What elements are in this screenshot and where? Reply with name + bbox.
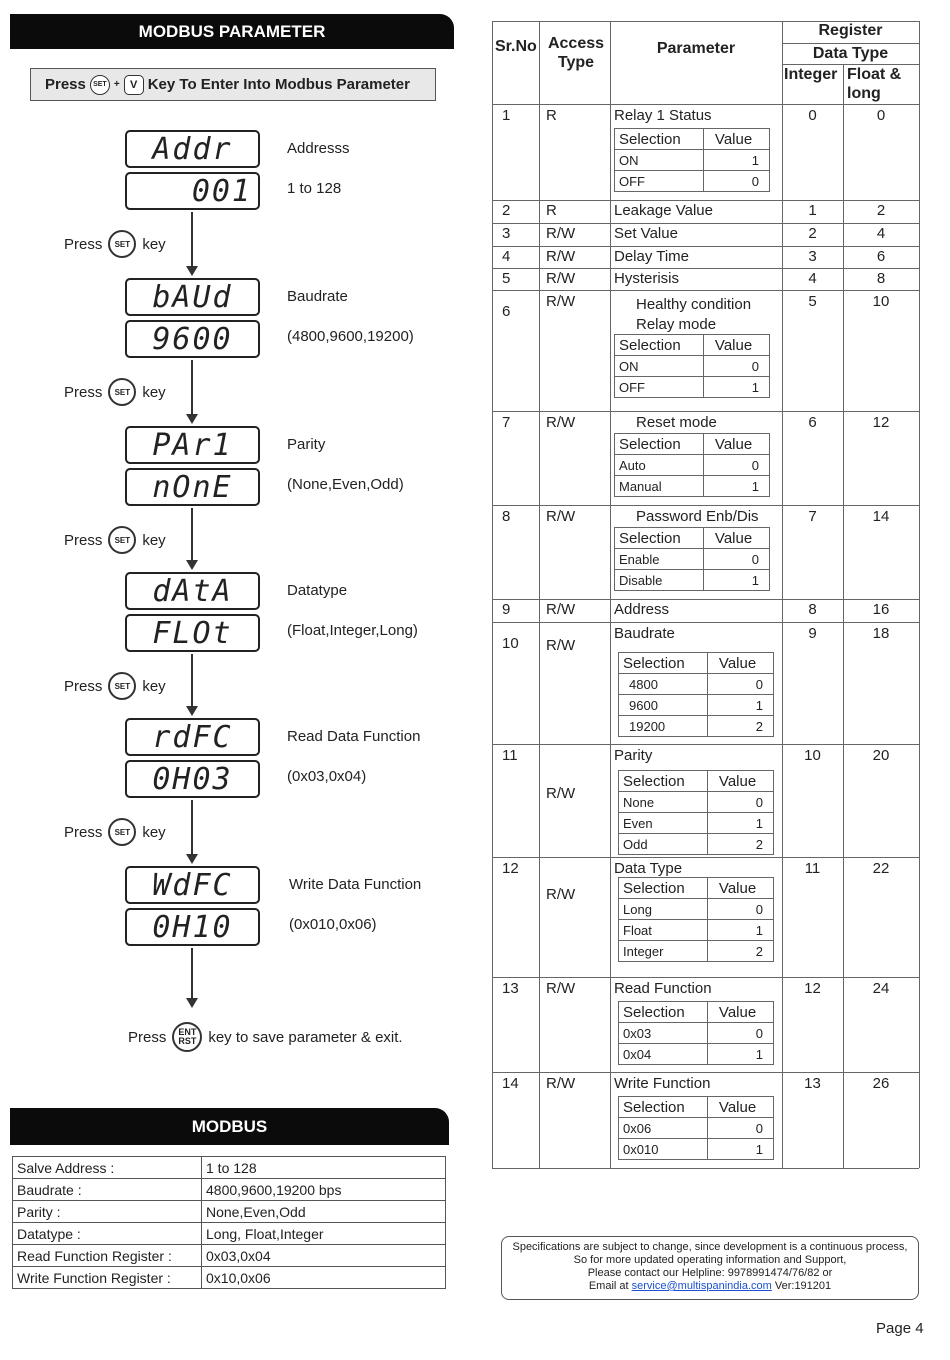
selection-option: Auto <box>615 455 704 476</box>
set-key-icon: SET <box>90 75 110 95</box>
row-srno: 5 <box>502 270 511 287</box>
row-parameter: Parity <box>614 747 653 764</box>
row-parameter: Hysterisis <box>614 270 680 287</box>
ent-rst-key-icon <box>172 1022 202 1052</box>
row-srno: 2 <box>502 202 511 219</box>
selection-row <box>619 695 774 716</box>
value-header: Value <box>704 528 770 549</box>
row-float: 22 <box>872 860 890 877</box>
table-row <box>13 1157 446 1179</box>
notice-email-line <box>502 1280 918 1293</box>
flow-line <box>191 360 193 416</box>
arrow-icon <box>186 560 198 570</box>
selection-option: 0x06 <box>619 1118 708 1139</box>
selection-row <box>619 1139 774 1160</box>
flow-line <box>191 508 193 562</box>
selection-table <box>614 128 770 192</box>
selection-header-row <box>615 434 770 455</box>
selection-row <box>615 455 770 476</box>
header-float-long: Float & long <box>847 66 902 102</box>
grid-line <box>492 599 919 600</box>
set-button-icon: SET <box>108 230 136 258</box>
step-label: Parity <box>287 436 326 453</box>
arrow-icon <box>186 266 198 276</box>
header-datatype: Data Type <box>812 45 889 62</box>
selection-header-row <box>619 771 774 792</box>
plus-sign: + <box>113 79 120 90</box>
selection-value: 2 <box>708 716 774 737</box>
modbus-key: Write Function Register : <box>13 1267 202 1289</box>
arrow-icon <box>186 854 198 864</box>
selection-value: 1 <box>704 377 770 398</box>
selection-option: Manual <box>615 476 704 497</box>
selection-header: Selection <box>619 771 708 792</box>
selection-row <box>615 476 770 497</box>
selection-table <box>614 433 770 497</box>
selection-option: 0x04 <box>619 1044 708 1065</box>
selection-value: 1 <box>708 695 774 716</box>
press-set-row <box>64 818 166 846</box>
display-bottom: 0H10 <box>125 908 260 946</box>
row-srno: 4 <box>502 248 511 265</box>
row-access: R/W <box>546 886 576 903</box>
selection-option: Integer <box>619 941 708 962</box>
selection-value: 2 <box>708 834 774 855</box>
row-parameter: Leakage Value <box>614 202 713 219</box>
selection-row <box>615 377 770 398</box>
step-range: (None,Even,Odd) <box>287 476 404 493</box>
grid-line <box>492 246 919 247</box>
press-set-row <box>64 230 166 258</box>
row-float: 20 <box>872 747 890 764</box>
press-set-row <box>64 672 166 700</box>
version: Ver:191201 <box>774 1280 832 1292</box>
selection-header-row <box>615 335 770 356</box>
selection-header-row <box>615 528 770 549</box>
row-access: R/W <box>546 225 576 242</box>
row-access: R/W <box>546 414 576 431</box>
grid-line <box>492 223 919 224</box>
selection-row <box>619 920 774 941</box>
table-row <box>13 1201 446 1223</box>
notice-line: Please contact our Helpline: 9978991474/76/82 or <box>587 1267 833 1279</box>
selection-table <box>618 770 774 855</box>
grid-line <box>492 104 919 105</box>
arrow-icon <box>186 998 198 1008</box>
selection-value: 1 <box>708 813 774 834</box>
instruction-text: Key To Enter Into Modbus Parameter <box>147 76 410 93</box>
display-top: WdFC <box>125 866 260 904</box>
selection-value: 0 <box>704 171 770 192</box>
row-srno: 7 <box>502 414 511 431</box>
selection-option: None <box>619 792 708 813</box>
email-link[interactable]: service@multispanindia.com <box>631 1280 772 1292</box>
selection-option: OFF <box>615 377 704 398</box>
step-range: (0x010,0x06) <box>289 916 377 933</box>
display-top: rdFC <box>125 718 260 756</box>
selection-option: 19200 <box>619 716 708 737</box>
modbus-value: 0x10,0x06 <box>202 1267 446 1289</box>
selection-row <box>619 674 774 695</box>
set-button-icon: SET <box>108 378 136 406</box>
selection-value: 1 <box>704 570 770 591</box>
row-access: R/W <box>546 293 576 310</box>
selection-value: 0 <box>704 356 770 377</box>
row-integer: 11 <box>804 860 821 877</box>
selection-option: 9600 <box>619 695 708 716</box>
flow-line <box>191 212 193 268</box>
row-float: 18 <box>872 625 890 642</box>
row-parameter: Reset mode <box>636 414 717 431</box>
selection-value: 0 <box>708 1118 774 1139</box>
row-float: 2 <box>876 202 886 219</box>
selection-row <box>619 941 774 962</box>
step-label: Write Data Function <box>289 876 422 893</box>
press-text: Press <box>64 823 103 841</box>
row-integer: 4 <box>808 270 817 287</box>
selection-value: 0 <box>708 899 774 920</box>
selection-option: Float <box>619 920 708 941</box>
selection-table <box>618 1001 774 1065</box>
row-access: R/W <box>546 980 576 997</box>
selection-row <box>615 570 770 591</box>
grid-line <box>492 21 493 1168</box>
step-range: (Float,Integer,Long) <box>287 622 418 639</box>
value-header: Value <box>708 653 774 674</box>
down-key-icon: V <box>124 75 144 95</box>
email-prefix: Email at <box>588 1280 629 1292</box>
value-header: Value <box>704 434 770 455</box>
row-float: 24 <box>872 980 890 997</box>
header-text: MODBUS PARAMETER <box>138 22 326 41</box>
modbus-key: Salve Address : <box>13 1157 202 1179</box>
step-label: Baudrate <box>287 288 348 305</box>
table-row <box>13 1179 446 1201</box>
selection-option: Odd <box>619 834 708 855</box>
press-text: Press <box>64 677 103 695</box>
selection-header: Selection <box>615 528 704 549</box>
step-range: (0x03,0x04) <box>287 768 367 785</box>
step-label: Datatype <box>287 582 348 599</box>
row-integer: 0 <box>808 107 817 124</box>
row-float: 16 <box>872 601 890 618</box>
row-integer: 1 <box>808 202 817 219</box>
row-srno: 8 <box>502 508 511 525</box>
display-bottom: nOnE <box>125 468 260 506</box>
grid-line <box>492 622 919 623</box>
row-float: 26 <box>872 1075 890 1092</box>
modbus-key: Read Function Register : <box>13 1245 202 1267</box>
value-header: Value <box>704 129 770 150</box>
row-access: R/W <box>546 508 576 525</box>
row-float: 4 <box>876 225 886 242</box>
row-integer: 7 <box>808 508 817 525</box>
modbus-header <box>10 1108 449 1145</box>
value-header: Value <box>704 335 770 356</box>
step-label: Addresss <box>287 140 350 157</box>
modbus-parameter-header <box>10 14 454 49</box>
row-srno: 9 <box>502 601 511 618</box>
grid-line <box>492 200 919 201</box>
modbus-value: 4800,9600,19200 bps <box>202 1179 446 1201</box>
key-text: key <box>142 531 166 549</box>
row-integer: 6 <box>808 414 817 431</box>
modbus-summary-table <box>12 1156 446 1289</box>
rst-label: RST <box>178 1036 197 1046</box>
row-float: 12 <box>872 414 890 431</box>
row-parameter: Baudrate <box>614 625 675 642</box>
grid-line <box>492 744 919 745</box>
row-integer: 3 <box>808 248 817 265</box>
ent-label: ENT <box>178 1027 197 1037</box>
display-top: PAr1 <box>125 426 260 464</box>
row-parameter: Data Type <box>614 860 683 877</box>
selection-header-row <box>619 1097 774 1118</box>
selection-value: 1 <box>708 920 774 941</box>
grid-line <box>539 21 540 1168</box>
value-header: Value <box>708 771 774 792</box>
arrow-icon <box>186 414 198 424</box>
step-label: Read Data Function <box>287 728 421 745</box>
row-parameter: Relay 1 Status <box>614 107 712 124</box>
grid-line <box>610 21 611 1168</box>
modbus-key: Parity : <box>13 1201 202 1223</box>
display-bottom: 9600 <box>125 320 260 358</box>
modbus-key: Baudrate : <box>13 1179 202 1201</box>
header-srno: Sr.No <box>495 38 537 55</box>
row-integer: 13 <box>804 1075 821 1092</box>
selection-value: 0 <box>708 674 774 695</box>
grid-line <box>492 290 919 291</box>
selection-value: 0 <box>704 549 770 570</box>
grid-line <box>492 1168 919 1169</box>
row-access: R <box>546 107 557 124</box>
key-text: key <box>142 383 166 401</box>
selection-row <box>615 356 770 377</box>
modbus-value: Long, Float,Integer <box>202 1223 446 1245</box>
selection-option: OFF <box>615 171 704 192</box>
modbus-key: Datatype : <box>13 1223 202 1245</box>
display-bottom: 0H03 <box>125 760 260 798</box>
modbus-value: None,Even,Odd <box>202 1201 446 1223</box>
row-access: R/W <box>546 637 576 654</box>
final-step <box>128 1022 403 1052</box>
selection-option: ON <box>615 150 704 171</box>
display-bottom: FLOt <box>125 614 260 652</box>
support-notice <box>501 1236 919 1300</box>
press-text: Press <box>64 383 103 401</box>
modbus-value: 1 to 128 <box>202 1157 446 1179</box>
selection-option: 4800 <box>619 674 708 695</box>
value-header: Value <box>708 1097 774 1118</box>
row-parameter: Password Enb/Dis <box>636 508 759 525</box>
flow-line <box>191 800 193 856</box>
row-parameter: Address <box>614 601 670 618</box>
selection-row <box>619 792 774 813</box>
selection-option: Disable <box>615 570 704 591</box>
row-access: R/W <box>546 785 576 802</box>
row-parameter: Delay Time <box>614 248 690 265</box>
row-parameter: Healthy condition Relay mode <box>636 296 752 333</box>
selection-header-row <box>619 1002 774 1023</box>
grid-line <box>782 43 919 44</box>
selection-value: 0 <box>704 455 770 476</box>
selection-header: Selection <box>619 653 708 674</box>
selection-row <box>619 834 774 855</box>
selection-table <box>618 652 774 737</box>
header-access: Access Type <box>547 35 605 71</box>
row-integer: 8 <box>808 601 817 618</box>
selection-row <box>619 1023 774 1044</box>
row-integer: 5 <box>808 293 817 310</box>
notice-line: So for more updated operating information and Support, <box>573 1254 847 1266</box>
final-press: Press <box>128 1028 167 1046</box>
selection-value: 1 <box>704 476 770 497</box>
press-set-row <box>64 378 166 406</box>
row-access: R <box>546 202 557 219</box>
set-button-icon: SET <box>108 526 136 554</box>
selection-row <box>619 1118 774 1139</box>
selection-value: 1 <box>704 150 770 171</box>
selection-option: ON <box>615 356 704 377</box>
set-button-icon: SET <box>108 672 136 700</box>
selection-header: Selection <box>615 129 704 150</box>
selection-header-row <box>619 878 774 899</box>
selection-table <box>618 1096 774 1160</box>
display-top: dAtA <box>125 572 260 610</box>
grid-line <box>492 977 919 978</box>
display-bottom: 001 <box>125 172 260 210</box>
selection-table <box>618 877 774 962</box>
selection-option: 0x010 <box>619 1139 708 1160</box>
value-header: Value <box>708 878 774 899</box>
arrow-icon <box>186 706 198 716</box>
notice-line: Specifications are subject to change, since development is a continuous process, <box>512 1241 908 1253</box>
row-integer: 12 <box>804 980 821 997</box>
selection-header: Selection <box>615 335 704 356</box>
table-row <box>13 1223 446 1245</box>
press-set-row <box>64 526 166 554</box>
table-row <box>13 1267 446 1289</box>
row-srno: 1 <box>502 107 511 124</box>
grid-line <box>492 505 919 506</box>
row-float: 8 <box>876 270 886 287</box>
step-range: 1 to 128 <box>287 180 342 197</box>
selection-value: 2 <box>708 941 774 962</box>
selection-option: Long <box>619 899 708 920</box>
selection-row <box>615 549 770 570</box>
selection-row <box>619 813 774 834</box>
set-button-icon: SET <box>108 818 136 846</box>
row-float: 14 <box>872 508 890 525</box>
modbus-value: 0x03,0x04 <box>202 1245 446 1267</box>
selection-row <box>619 899 774 920</box>
row-parameter: Set Value <box>614 225 678 242</box>
row-access: R/W <box>546 270 576 287</box>
row-access: R/W <box>546 248 576 265</box>
instruction-press: Press <box>45 76 86 93</box>
selection-table <box>614 334 770 398</box>
selection-value: 1 <box>708 1139 774 1160</box>
row-access: R/W <box>546 601 576 618</box>
selection-row <box>615 150 770 171</box>
row-srno: 3 <box>502 225 511 242</box>
row-srno: 13 <box>502 980 519 997</box>
row-srno: 12 <box>502 860 519 877</box>
table-row <box>13 1245 446 1267</box>
selection-header: Selection <box>615 434 704 455</box>
grid-line <box>492 1072 919 1073</box>
modbus-header-text: MODBUS <box>191 1117 268 1136</box>
selection-header: Selection <box>619 878 708 899</box>
selection-value: 0 <box>708 1023 774 1044</box>
final-text: key to save parameter & exit. <box>208 1028 403 1046</box>
selection-table <box>614 527 770 591</box>
header-parameter: Parameter <box>656 40 736 57</box>
step-range: (4800,9600,19200) <box>287 328 414 345</box>
row-srno: 11 <box>502 747 518 764</box>
selection-option: 0x03 <box>619 1023 708 1044</box>
grid-line <box>492 857 919 858</box>
selection-header-row <box>615 129 770 150</box>
row-parameter: Write Function <box>614 1075 711 1092</box>
value-header: Value <box>708 1002 774 1023</box>
selection-option: Enable <box>615 549 704 570</box>
display-top: bAUd <box>125 278 260 316</box>
header-register: Register <box>818 22 883 39</box>
key-text: key <box>142 823 166 841</box>
enter-instruction <box>30 68 436 101</box>
grid-line <box>492 411 919 412</box>
selection-value: 0 <box>708 792 774 813</box>
selection-row <box>619 716 774 737</box>
row-parameter: Read Function <box>614 980 712 997</box>
grid-line <box>919 21 920 1168</box>
press-text: Press <box>64 235 103 253</box>
page-number: Page 4 <box>876 1320 924 1337</box>
selection-row <box>619 1044 774 1065</box>
row-float: 10 <box>872 293 890 310</box>
selection-value: 1 <box>708 1044 774 1065</box>
row-float: 0 <box>876 107 886 124</box>
selection-header: Selection <box>619 1002 708 1023</box>
press-text: Press <box>64 531 103 549</box>
row-float: 6 <box>876 248 886 265</box>
row-srno: 14 <box>502 1075 519 1092</box>
row-access: R/W <box>546 1075 576 1092</box>
row-srno: 10 <box>502 635 519 652</box>
key-text: key <box>142 235 166 253</box>
selection-option: Even <box>619 813 708 834</box>
selection-row <box>615 171 770 192</box>
selection-header-row <box>619 653 774 674</box>
header-integer: Integer <box>784 66 838 83</box>
key-text: key <box>142 677 166 695</box>
row-srno: 6 <box>502 303 511 320</box>
display-top: Addr <box>125 130 260 168</box>
grid-line <box>492 268 919 269</box>
flow-line <box>191 654 193 708</box>
flow-line <box>191 948 193 1000</box>
selection-header: Selection <box>619 1097 708 1118</box>
row-integer: 10 <box>804 747 821 764</box>
row-integer: 2 <box>808 225 817 242</box>
row-integer: 9 <box>808 625 817 642</box>
